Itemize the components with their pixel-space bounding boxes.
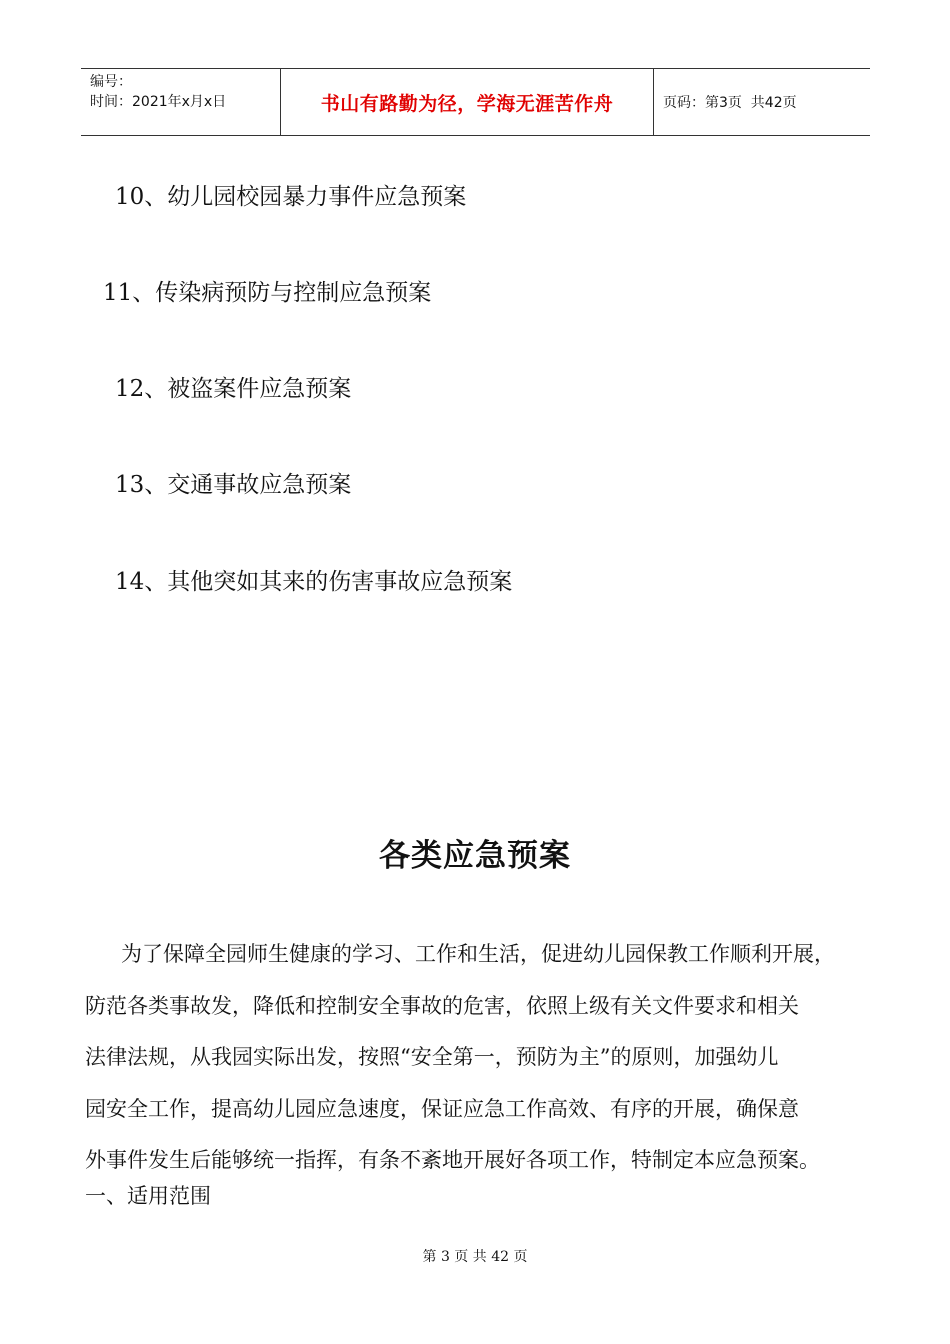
paragraph-line: 防范各类事故发，降低和控制安全事故的危害，依照上级有关文件要求和相关 <box>85 993 799 1018</box>
header-number-label: 编号： <box>90 74 132 90</box>
intro-paragraph <box>85 929 870 1187</box>
list-item: 11、传染病预防与控制应急预案 <box>103 280 432 306</box>
paragraph-line: 园安全工作，提高幼儿园应急速度，保证应急工作高效、有序的开展，确保意 <box>85 1096 799 1121</box>
paragraph-line: 法律法规，从我园实际出发，按照“安全第一，预防为主”的原则，加强幼儿 <box>85 1045 779 1069</box>
list-item: 10、幼儿园校园暴力事件应急预案 <box>115 184 467 210</box>
footer-page-number: 第 3 页 共 42 页 <box>422 1249 528 1265</box>
list-item: 14、其他突如其来的伤害事故应急预案 <box>115 569 513 595</box>
paragraph-line: 为了保障全园师生健康的学习、工作和生活，促进幼儿园保教工作顺利开展， <box>121 942 835 966</box>
header-page-info: 页码：第3页 共42页 <box>663 95 797 111</box>
header-date-label: 时间：2021年x月x日 <box>90 94 227 110</box>
list-item: 13、交通事故应急预案 <box>115 472 352 498</box>
document-title: 各类应急预案 <box>379 838 571 874</box>
page-header-table <box>81 68 870 136</box>
header-page-cell <box>654 69 870 135</box>
header-motto-cell <box>281 69 654 135</box>
header-meta-cell <box>81 69 281 135</box>
paragraph-line: 外事件发生后能够统一指挥，有条不紊地开展好各项工作，特制定本应急预案。 <box>85 1148 820 1172</box>
list-item: 12、被盗案件应急预案 <box>115 376 352 402</box>
section-heading: 一、适用范围 <box>85 1184 211 1208</box>
header-motto: 书山有路勤为径，学海无涯苦作舟 <box>320 92 614 115</box>
page-footer <box>0 1246 950 1266</box>
